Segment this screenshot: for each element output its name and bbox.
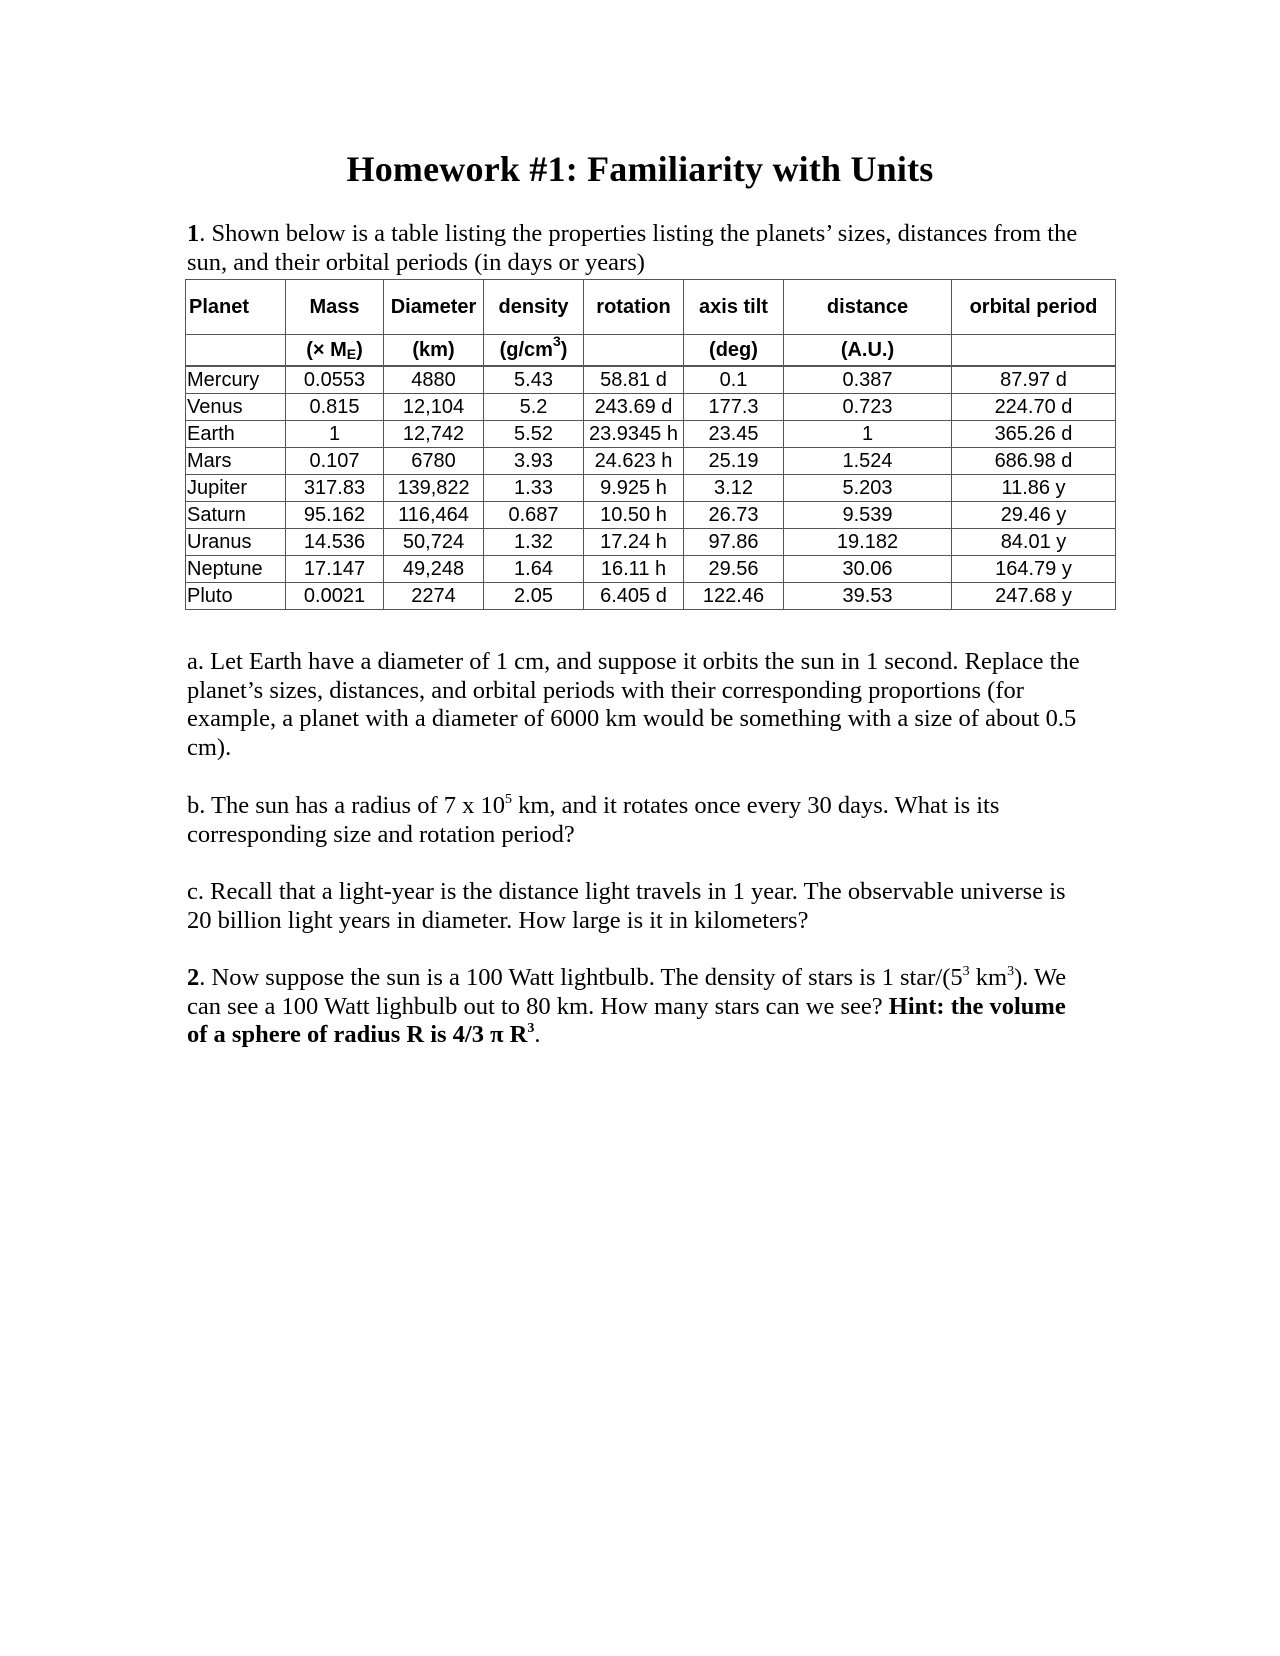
table-cell: 95.162: [286, 502, 384, 529]
table-cell: 2274: [384, 583, 484, 610]
table-cell: 10.50 h: [584, 502, 684, 529]
table-cell: 50,724: [384, 529, 484, 556]
table-cell: 224.70 d: [952, 394, 1116, 421]
table-cell: 0.687: [484, 502, 584, 529]
table-cell: 16.11 h: [584, 556, 684, 583]
header-mass: Mass: [286, 280, 384, 335]
table-cell: Mars: [186, 448, 286, 475]
table-row: [186, 502, 1116, 529]
table-cell: 58.81 d: [584, 366, 684, 394]
table-cell: 1.524: [784, 448, 952, 475]
table-cell: 3.12: [684, 475, 784, 502]
table-cell: 5.203: [784, 475, 952, 502]
table-cell: 177.3: [684, 394, 784, 421]
table-cell: 23.45: [684, 421, 784, 448]
unit-diameter: (km): [384, 335, 484, 367]
table-cell: 26.73: [684, 502, 784, 529]
question-1-number: 1: [187, 220, 200, 247]
table-cell: 9.539: [784, 502, 952, 529]
unit-rotation: [584, 335, 684, 367]
table-cell: 6780: [384, 448, 484, 475]
table-cell: 139,822: [384, 475, 484, 502]
table-cell: Venus: [186, 394, 286, 421]
header-distance: distance: [784, 280, 952, 335]
table-cell: 0.815: [286, 394, 384, 421]
table-header-row: [186, 280, 1116, 335]
question-2-hint: Hint: the volume of a sphere of radius R is 4/3 π $R^3$: [187, 992, 1066, 1048]
table-cell: 30.06: [784, 556, 952, 583]
table-body: [186, 366, 1116, 610]
table-cell: 84.01 y: [952, 529, 1116, 556]
table-cell: 5.52: [484, 421, 584, 448]
table-cell: Uranus: [186, 529, 286, 556]
table-cell: 164.79 y: [952, 556, 1116, 583]
table-cell: 12,104: [384, 394, 484, 421]
header-density: density: [484, 280, 584, 335]
table-cell: 2.05: [484, 583, 584, 610]
planet-table: [185, 279, 1116, 610]
table-cell: 6.405 d: [584, 583, 684, 610]
unit-orbital-period: [952, 335, 1116, 367]
question-1c: c. Recall that a light-year is the distance light travels in 1 year. The observable universe is 20 billion light years in diameter. How large is it in kilometers?: [187, 878, 1066, 934]
table-row: [186, 394, 1116, 421]
table-cell: 0.0553: [286, 366, 384, 394]
table-cell: 1: [286, 421, 384, 448]
table-row: [186, 529, 1116, 556]
table-cell: 365.26 d: [952, 421, 1116, 448]
table-cell: Neptune: [186, 556, 286, 583]
table-cell: 317.83: [286, 475, 384, 502]
header-orbital-period: orbital period: [952, 280, 1116, 335]
table-cell: 247.68 y: [952, 583, 1116, 610]
question-1b: b. The sun has a radius of 7 x $10^5$ km, and it rotates once every 30 days. What is its corresponding size and rotation period?: [187, 792, 1000, 848]
table-cell: 39.53: [784, 583, 952, 610]
table-cell: 4880: [384, 366, 484, 394]
table-cell: Jupiter: [186, 475, 286, 502]
table-row: [186, 448, 1116, 475]
table-cell: 14.536: [286, 529, 384, 556]
table-cell: 25.19: [684, 448, 784, 475]
unit-planet: [186, 335, 286, 367]
table-cell: 0.1: [684, 366, 784, 394]
table-cell: 9.925 h: [584, 475, 684, 502]
table-cell: Saturn: [186, 502, 286, 529]
table-cell: 0.107: [286, 448, 384, 475]
question-2: 2. Now suppose the sun is a 100 Watt lightbulb. The density of stars is 1 star/($5^3$ $km^3$). We can see a 100 Watt lighbulb out to 80 km. How many stars can we see? Hint: the volume of a sphere of radius R is 4/3 π $R^3$.: [187, 964, 1067, 1048]
unit-density: $(g/cm^3)$: [484, 335, 584, 367]
table-cell: 5.43: [484, 366, 584, 394]
question-2-number: 2: [187, 964, 200, 991]
table-cell: Earth: [186, 421, 286, 448]
table-row: [186, 421, 1116, 448]
question-1-intro: [187, 220, 1087, 277]
table-cell: 29.56: [684, 556, 784, 583]
table-cell: 23.9345 h: [584, 421, 684, 448]
table-cell: 686.98 d: [952, 448, 1116, 475]
table-cell: 11.86 y: [952, 475, 1116, 502]
table-cell: 12,742: [384, 421, 484, 448]
table-cell: 116,464: [384, 502, 484, 529]
table-cell: 5.2: [484, 394, 584, 421]
header-axis-tilt: axis tilt: [684, 280, 784, 335]
unit-mass: (× $M_E$): [286, 335, 384, 367]
table-cell: 243.69 d: [584, 394, 684, 421]
table-cell: 24.623 h: [584, 448, 684, 475]
table-cell: 97.86: [684, 529, 784, 556]
table-cell: 0.723: [784, 394, 952, 421]
table-units-row: [186, 335, 1116, 367]
table-cell: 1.33: [484, 475, 584, 502]
header-diameter: Diameter: [384, 280, 484, 335]
table-cell: 0.0021: [286, 583, 384, 610]
table-cell: 19.182: [784, 529, 952, 556]
header-planet: Planet: [186, 280, 286, 335]
table-cell: 49,248: [384, 556, 484, 583]
table-cell: 122.46: [684, 583, 784, 610]
table-cell: Mercury: [186, 366, 286, 394]
table-cell: 17.147: [286, 556, 384, 583]
table-cell: 3.93: [484, 448, 584, 475]
table-row: [186, 366, 1116, 394]
table-cell: 87.97 d: [952, 366, 1116, 394]
unit-distance: (A.U.): [784, 335, 952, 367]
question-1a: a. Let Earth have a diameter of 1 cm, and suppose it orbits the sun in 1 second. Replace the planet’s sizes, distances, and orbital periods with their corresponding proportions (for example, a planet with a diameter of 6000 km would be something with a size of about 0.5 cm).: [187, 648, 1080, 761]
table-cell: Pluto: [186, 583, 286, 610]
table-cell: 17.24 h: [584, 529, 684, 556]
page-title: Homework #1: Familiarity with Units: [346, 149, 934, 189]
table-cell: 29.46 y: [952, 502, 1116, 529]
table-row: [186, 475, 1116, 502]
question-1-text: . Shown below is a table listing the properties listing the planets’ sizes, distances from the sun, and their orbital periods (in days or years): [187, 220, 1078, 276]
table-row: [186, 583, 1116, 610]
table-cell: 1: [784, 421, 952, 448]
table-row: [186, 556, 1116, 583]
unit-tilt: (deg): [684, 335, 784, 367]
header-rotation: rotation: [584, 280, 684, 335]
table-cell: 1.32: [484, 529, 584, 556]
table-cell: 0.387: [784, 366, 952, 394]
table-cell: 1.64: [484, 556, 584, 583]
